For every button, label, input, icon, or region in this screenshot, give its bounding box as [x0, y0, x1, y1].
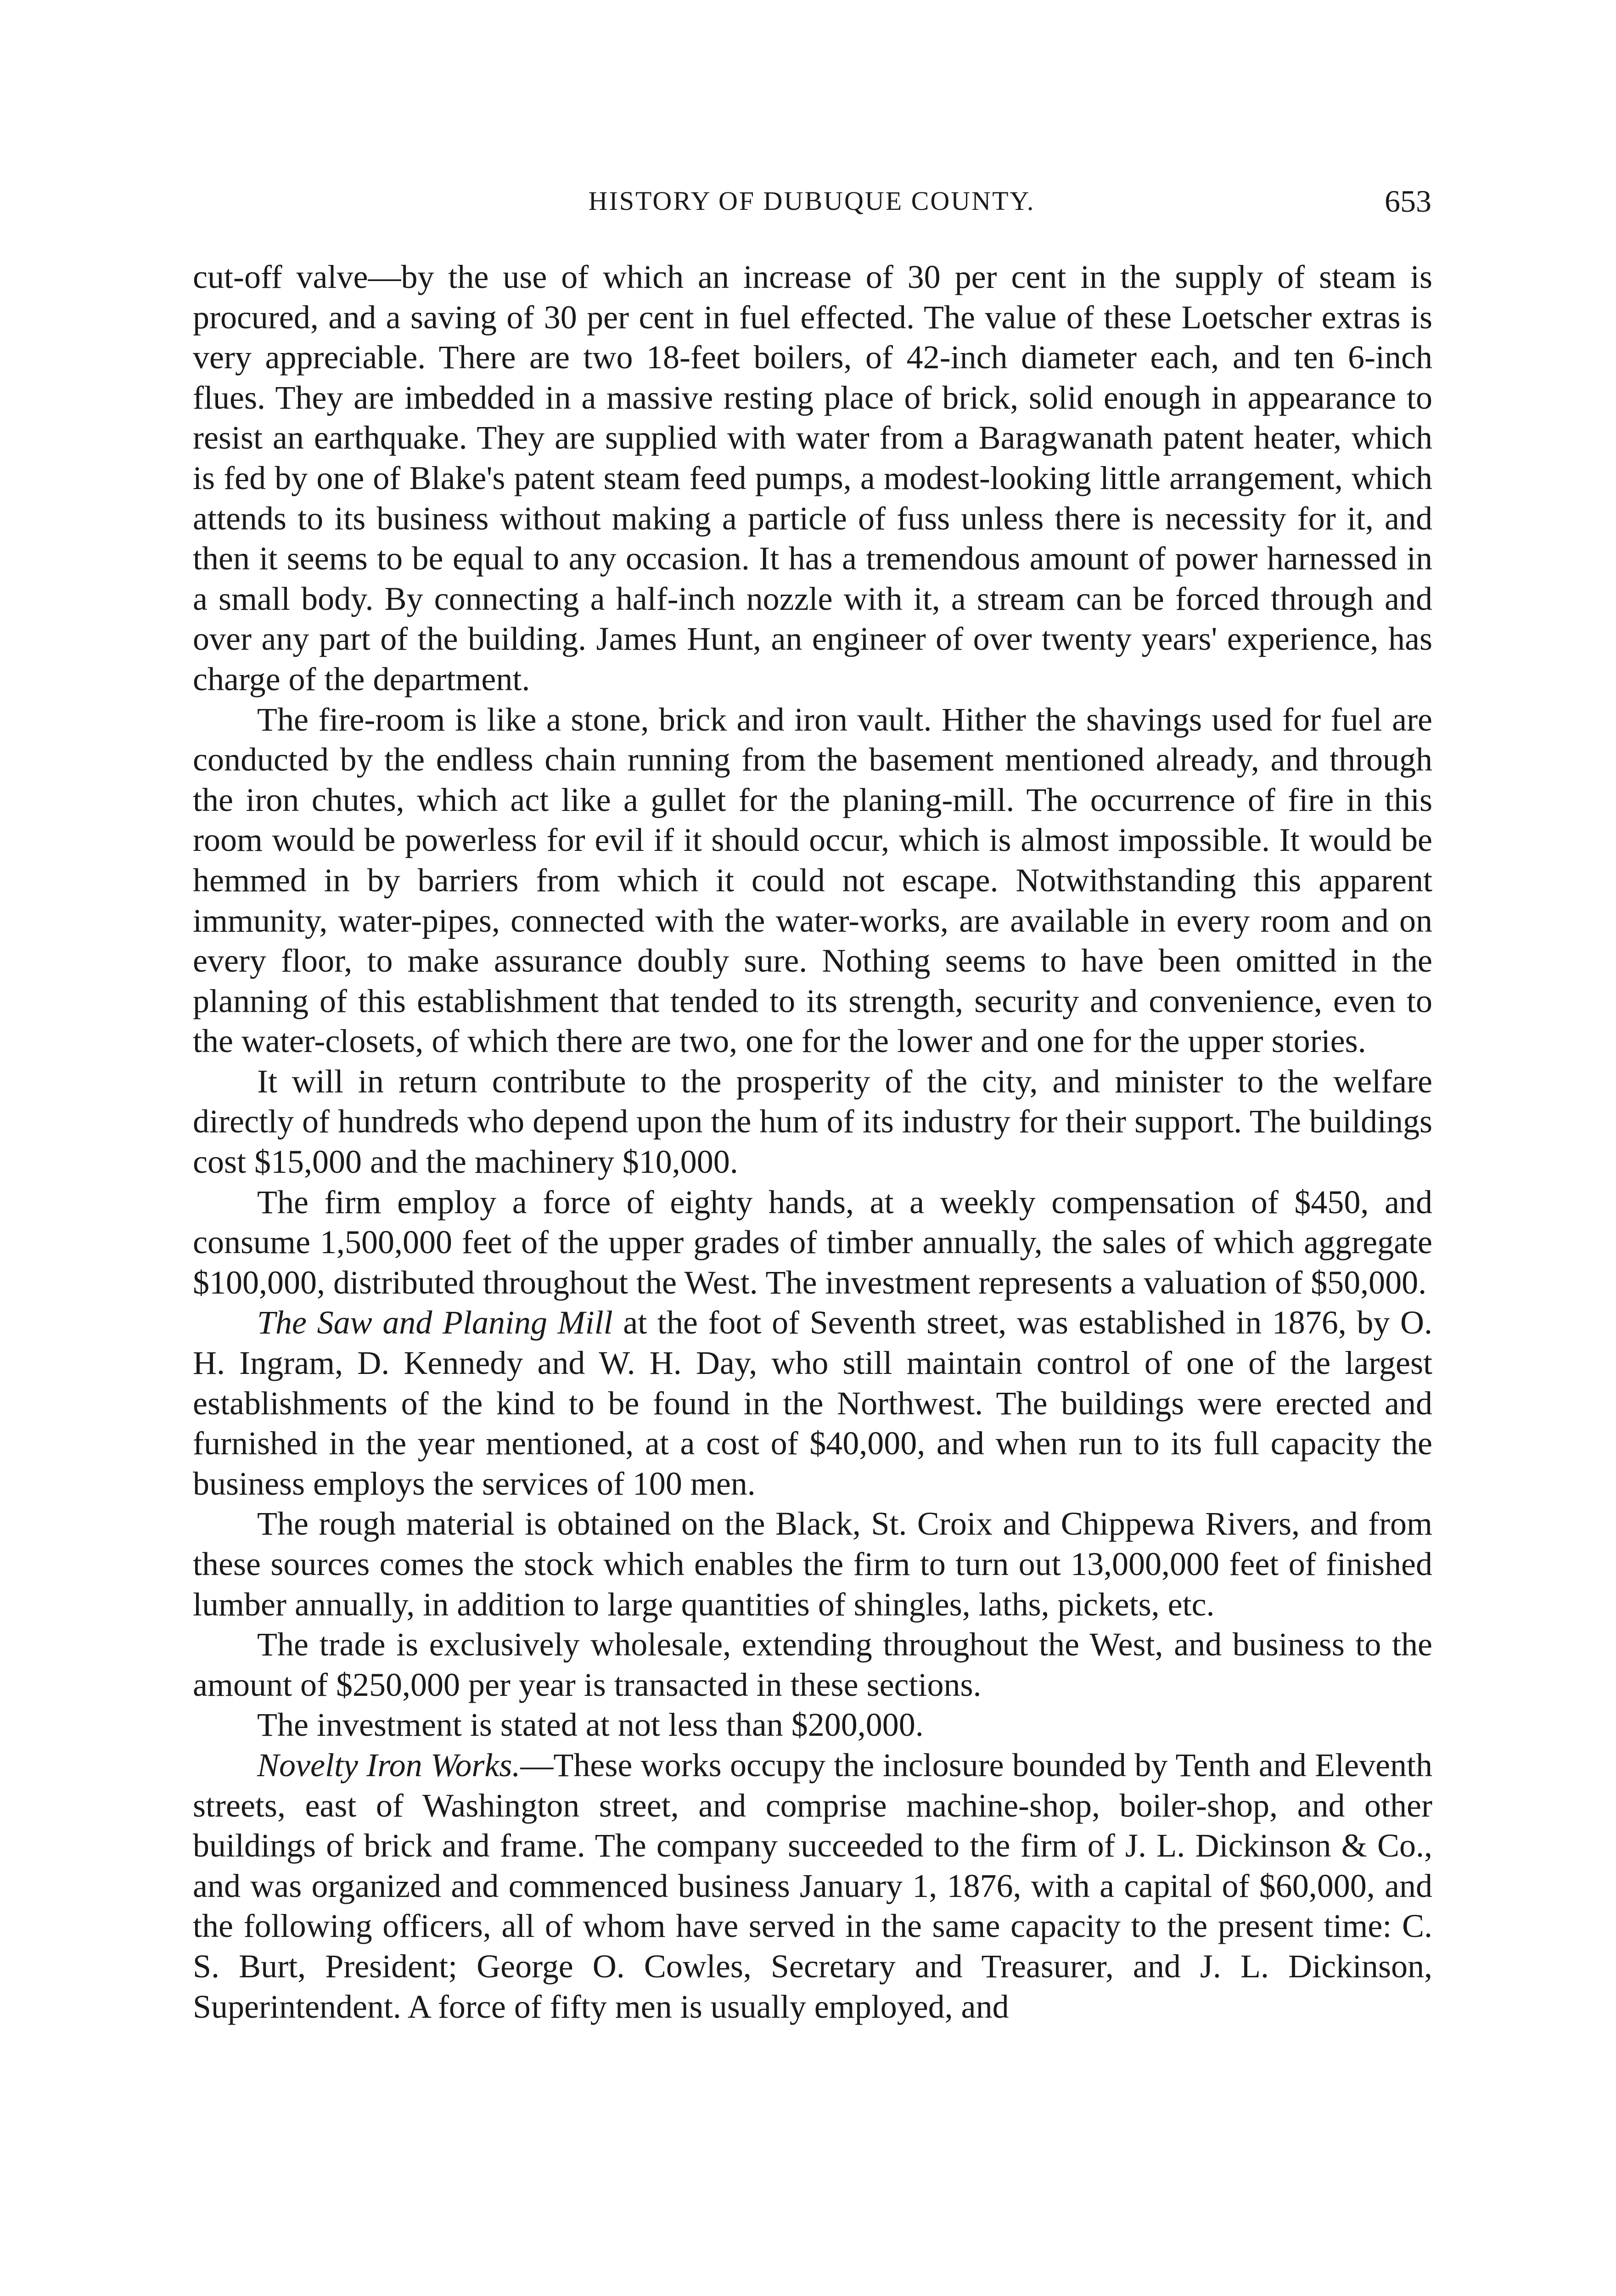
- running-header: [192, 183, 1431, 219]
- paragraph-lead-italic: The Saw and Planing Mill: [257, 1304, 613, 1341]
- paragraph-2: [193, 700, 1432, 1062]
- paragraph-4: [193, 1182, 1432, 1303]
- paragraph-9: [193, 1745, 1432, 2027]
- paragraph-8: [193, 1705, 1432, 1745]
- paragraph-5: [193, 1303, 1432, 1504]
- page-number: 653: [1385, 184, 1431, 219]
- paragraph-lead-italic: Novelty Iron Works.: [257, 1746, 521, 1784]
- paragraph-text: The investment is stated at not less than $200,000.: [257, 1706, 924, 1744]
- paragraph-text: cut-off valve—by the use of which an increase of 30 per cent in the supply of steam is procured, and a saving of 30 per cent in fuel effected. The value of these Loetscher extras is very appreciable. There are two 18-feet boilers, of 42-inch diameter each, and ten 6-inch flues. They are imbedded in a massive resting place of brick, solid enough in appearance to resist an earthquake. They are supplied with water from a Baragwanath patent heater, which is fed by one of Blake's patent steam feed pumps, a modest-looking little arrangement, which attends to its business without making a particle of fuss unless there is necessity for it, and then it seems to be equal to any occasion. It has a tremendous amount of power harnessed in a small body. By connecting a half-inch nozzle with it, a stream can be forced through and over any part of the building. James Hunt, an engineer of over twenty years' experience, has charge of the department.: [193, 259, 1432, 698]
- paragraph-text: The rough material is obtained on the Black, St. Croix and Chippewa Rivers, and from these sources comes the stock which enables the firm to turn out 13,000,000 feet of finished lumber annually, in addition to large quantities of shingles, laths, pickets, etc.: [193, 1505, 1432, 1623]
- body-text: [193, 257, 1432, 2027]
- paragraph-text: —These works occupy the inclosure bounded by Tenth and Eleventh streets, east of Washington street, and comprise machine-shop, boiler-shop, and other buildings of brick and frame. The company succeeded to the firm of J. L. Dickinson & Co., and was organized and commenced business January 1, 1876, with a capital of $60,000, and the following officers, all of whom have served in the same capacity to the present time: C. S. Burt, President; George O. Cowles, Secretary and Treasurer, and J. L. Dickinson, Superintendent. A force of fifty men is usually employed, and: [193, 1746, 1432, 2025]
- paragraph-text: The fire-room is like a stone, brick and iron vault. Hither the shavings used for fuel are conducted by the endless chain running from the basement mentioned already, and through the iron chutes, which act like a gullet for the planing-mill. The occurrence of fire in this room would be powerless for evil if it should occur, which is almost impossible. It would be hemmed in by barriers from which it could not escape. Notwithstanding this apparent immunity, water-pipes, connected with the water-works, are available in every room and on every floor, to make assurance doubly sure. Nothing seems to have been omitted in the planning of this establishment that tended to its strength, security and convenience, even to the water-closets, of which there are two, one for the lower and one for the upper stories.: [193, 701, 1432, 1060]
- paragraph-text: The firm employ a force of eighty hands, at a weekly compensation of $450, and consume 1,500,000 feet of the upper grades of timber annually, the sales of which aggregate $100,000, distributed throughout the West. The investment represents a valuation of $50,000.: [193, 1183, 1432, 1301]
- paragraph-text: It will in return contribute to the prosperity of the city, and minister to the welfare directly of hundreds who depend upon the hum of its industry for their support. The buildings cost $15,000 and the machinery $10,000.: [193, 1063, 1432, 1181]
- paragraph-3: [193, 1062, 1432, 1182]
- paragraph-7: [193, 1625, 1432, 1705]
- paragraph-1: [193, 257, 1432, 700]
- running-title: HISTORY OF DUBUQUE COUNTY.: [588, 186, 1035, 216]
- paragraph-text: at the foot of Seventh street, was established in 1876, by O. H. Ingram, D. Kennedy and W. H. Day, who still maintain control of one of the largest establishments of the kind to be found in the Northwest. The buildings were erected and furnished in the year mentioned, at a cost of $40,000, and when run to its full capacity the business employs the services of 100 men.: [193, 1304, 1433, 1502]
- paragraph-6: [193, 1504, 1432, 1625]
- paragraph-text: The trade is exclusively wholesale, extending throughout the West, and business to the amount of $250,000 per year is transacted in these sections.: [193, 1626, 1432, 1703]
